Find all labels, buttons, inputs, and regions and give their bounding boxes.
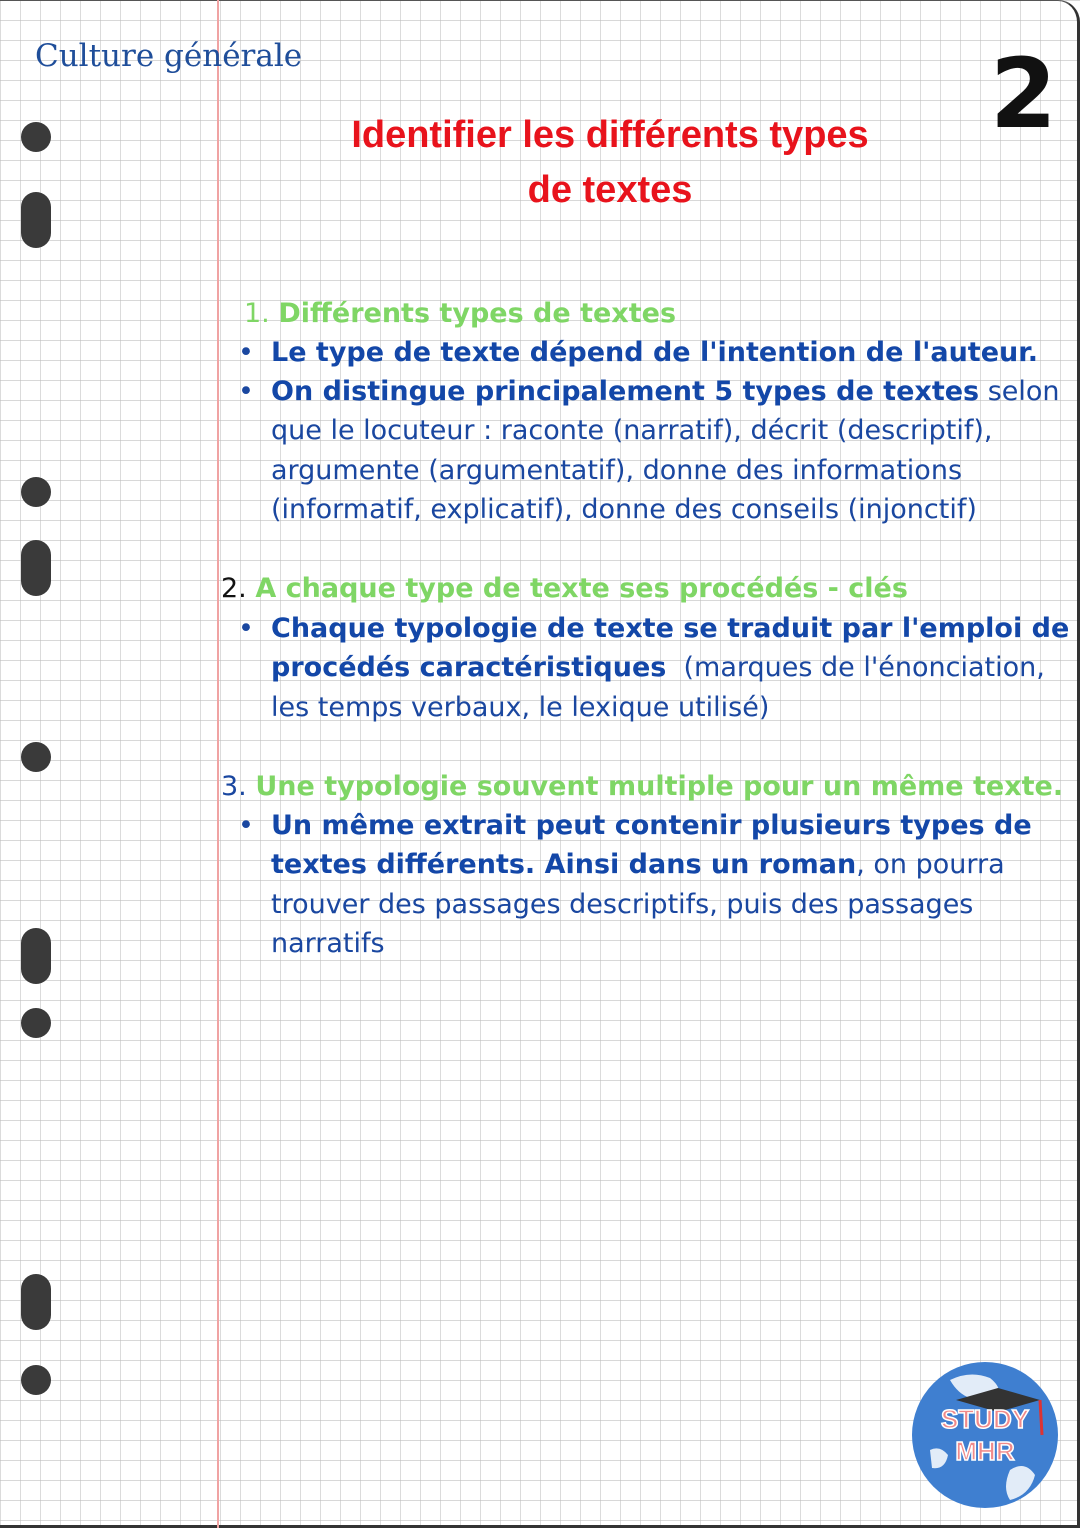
subject-label: Culture générale bbox=[35, 38, 303, 74]
study-mhr-logo bbox=[910, 1360, 1060, 1510]
section1-heading: 1. Différents types de textes bbox=[244, 298, 677, 329]
tassel-icon bbox=[1040, 1400, 1042, 1435]
section2-line1: Chaque typologie de texte se traduit par l'emploi de bbox=[271, 613, 1070, 644]
bullet-icon: • bbox=[238, 337, 254, 368]
title-line-1: Identifier les différents types bbox=[351, 114, 869, 156]
section1-bullet1: Le type de texte dépend de l'intention de l'auteur. bbox=[271, 337, 1038, 368]
page-title bbox=[290, 108, 930, 218]
section2-heading: 2. A chaque type de texte ses procédés - clés bbox=[221, 573, 908, 604]
binder-hole bbox=[21, 1365, 51, 1395]
bullet-icon: • bbox=[238, 376, 254, 407]
section1-bullet2: On distingue principalement 5 types de textes selon bbox=[271, 376, 1060, 407]
section2-line3: les temps verbaux, le lexique utilisé) bbox=[271, 692, 770, 723]
section1-bullet2-line2: que le locuteur : raconte (narratif), décrit (descriptif), bbox=[271, 415, 993, 446]
binder-hole bbox=[21, 1274, 51, 1330]
title-line-2: de textes bbox=[527, 169, 693, 211]
bullet-icon: • bbox=[238, 810, 254, 841]
binder-hole bbox=[21, 540, 51, 596]
binder-hole bbox=[21, 1008, 51, 1038]
section2-line2: procédés caractéristiques (marques de l'énonciation, bbox=[271, 652, 1045, 683]
continent-shape bbox=[1006, 1466, 1035, 1500]
bullet-icon: • bbox=[238, 613, 254, 644]
binder-hole bbox=[21, 742, 51, 772]
section3-line1: Un même extrait peut contenir plusieurs types de bbox=[271, 810, 1032, 841]
section1-bullet2-line4: (informatif, explicatif), donne des conseils (injonctif) bbox=[271, 494, 977, 525]
page-number: 2 bbox=[990, 38, 1057, 150]
section3-line3: trouver des passages descriptifs, puis des passages bbox=[271, 889, 974, 920]
binder-hole bbox=[21, 477, 51, 507]
logo-text-line1: STUDY bbox=[940, 1404, 1030, 1434]
section3-line2: textes différents. Ainsi dans un roman, on pourra bbox=[271, 849, 1005, 880]
logo-text-line2: MHR bbox=[955, 1436, 1015, 1466]
binder-hole bbox=[21, 192, 51, 248]
binder-hole bbox=[21, 928, 51, 984]
margin-line bbox=[217, 0, 219, 1528]
binder-hole bbox=[21, 122, 51, 152]
section3-line4: narratifs bbox=[271, 928, 385, 959]
section1-bullet2-line3: argumente (argumentatif), donne des informations bbox=[271, 455, 963, 486]
section3-heading: 3. Une typologie souvent multiple pour un même texte. bbox=[221, 771, 1064, 802]
